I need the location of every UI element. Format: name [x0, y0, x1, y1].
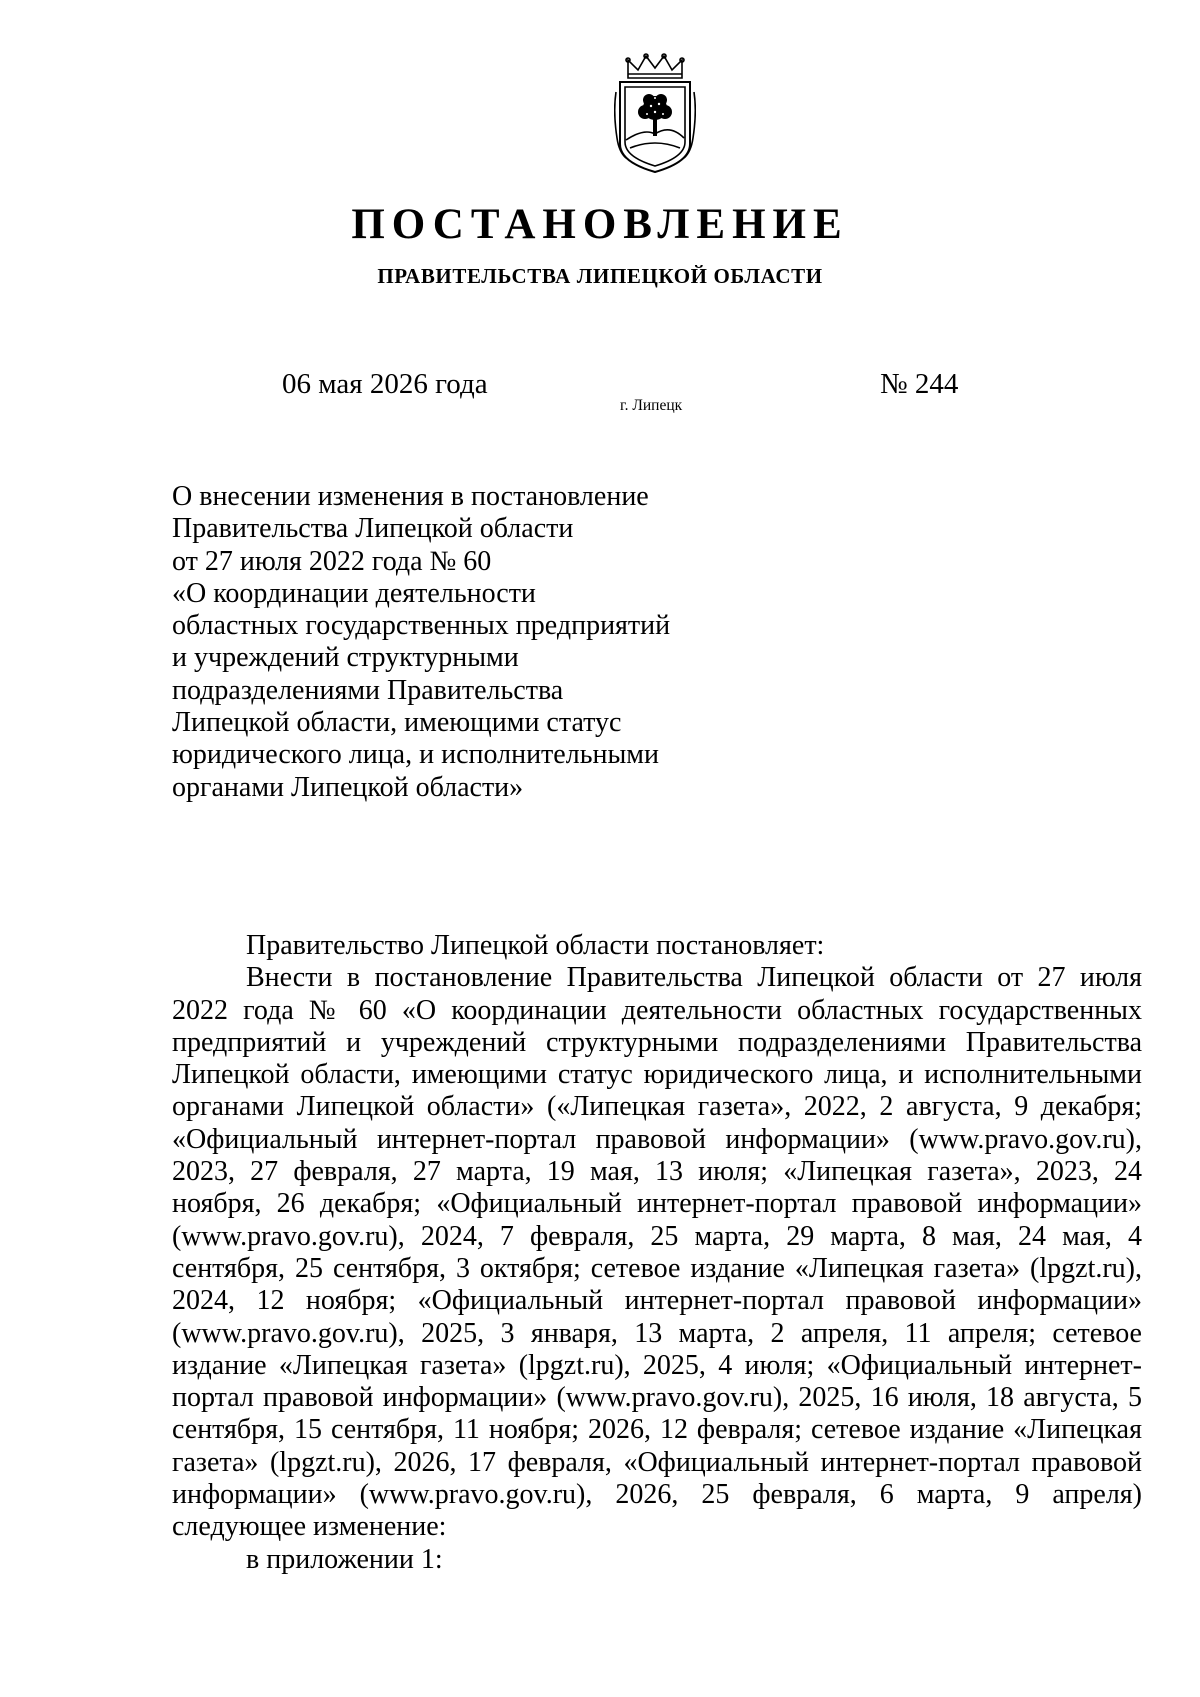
document-body: [172, 930, 1142, 1576]
body-line: информации» (www.pravo.gov.ru), 2026, 25 февраля, 6 марта, 9 апреля): [172, 1479, 1142, 1511]
body-line: предприятий и учреждений структурными подразделениями Правительства: [172, 1026, 1142, 1058]
body-line: (www.pravo.gov.ru), 2025, 3 января, 13 марта, 2 апреля, 11 апреля; сетевое: [172, 1317, 1142, 1349]
document-date: 06 мая 2026 года: [282, 368, 488, 400]
body-line: ноября, 26 декабря; «Официальный интернет-портал правовой информации»: [172, 1188, 1142, 1220]
body-line: 2022 года № 60 «О координации деятельности областных государственных: [172, 994, 1142, 1026]
body-line: 2024, 12 ноября; «Официальный интернет-портал правовой информации»: [172, 1285, 1142, 1317]
body-line: портал правовой информации» (www.pravo.gov.ru), 2025, 16 июля, 18 августа, 5: [172, 1382, 1142, 1414]
body-line: следующее изменение:: [172, 1511, 447, 1543]
body-line: (www.pravo.gov.ru), 2024, 7 февраля, 25 марта, 29 марта, 8 мая, 24 мая, 4: [172, 1220, 1142, 1252]
title-line: подразделениями Правительства: [172, 674, 564, 706]
body-line: издание «Липецкая газета» (lpgzt.ru), 2025, 4 июля; «Официальный интернет-: [172, 1349, 1142, 1381]
document-title: [172, 481, 732, 804]
body-line: сентября, 15 сентября, 11 ноября; 2026, 12 февраля; сетевое издание «Липецкая: [172, 1414, 1142, 1446]
title-line: и учреждений структурными: [172, 642, 519, 674]
body-line: органами Липецкой области» («Липецкая газета», 2022, 2 августа, 9 декабря;: [172, 1091, 1142, 1123]
body-line: Внести в постановление Правительства Липецкой области от 27 июля: [246, 962, 1142, 994]
body-line: 2023, 27 февраля, 27 марта, 19 мая, 13 июля; «Липецкая газета», 2023, 24: [172, 1156, 1142, 1188]
title-line: органами Липецкой области»: [172, 771, 524, 803]
document-number: № 244: [880, 368, 959, 400]
document-place: г. Липецк: [620, 397, 683, 414]
title-line: Липецкой области, имеющими статус: [172, 707, 622, 739]
title-line: юридического лица, и исполнительными: [172, 739, 659, 771]
title-line: Правительства Липецкой области: [172, 513, 574, 545]
body-line: «Официальный интернет-портал правовой информации» (www.pravo.gov.ru),: [172, 1123, 1142, 1155]
body-line: Правительство Липецкой области постановляет:: [246, 930, 825, 961]
body-line: газета» (lpgzt.ru), 2026, 17 февраля, «Официальный интернет-портал правовой: [172, 1446, 1142, 1478]
title-line: от 27 июля 2022 года № 60: [172, 545, 492, 577]
issuing-authority: ПРАВИТЕЛЬСТВА ЛИПЕЦКОЙ ОБЛАСТИ: [377, 264, 823, 288]
body-line: Липецкой области, имеющими статус юридического лица, и исполнительными: [172, 1059, 1142, 1091]
title-line: областных государственных предприятий: [172, 610, 671, 642]
title-line: О внесении изменения в постановление: [172, 481, 649, 512]
lipetsk-coat-of-arms-icon: [614, 52, 696, 178]
body-line: сентября, 25 сентября, 3 октября; сетевое издание «Липецкая газета» (lpgzt.ru),: [172, 1252, 1142, 1284]
body-line: в приложении 1:: [246, 1543, 443, 1575]
title-line: «О координации деятельности: [172, 577, 536, 609]
document-type-heading: ПОСТАНОВЛЕНИЕ: [351, 201, 849, 248]
